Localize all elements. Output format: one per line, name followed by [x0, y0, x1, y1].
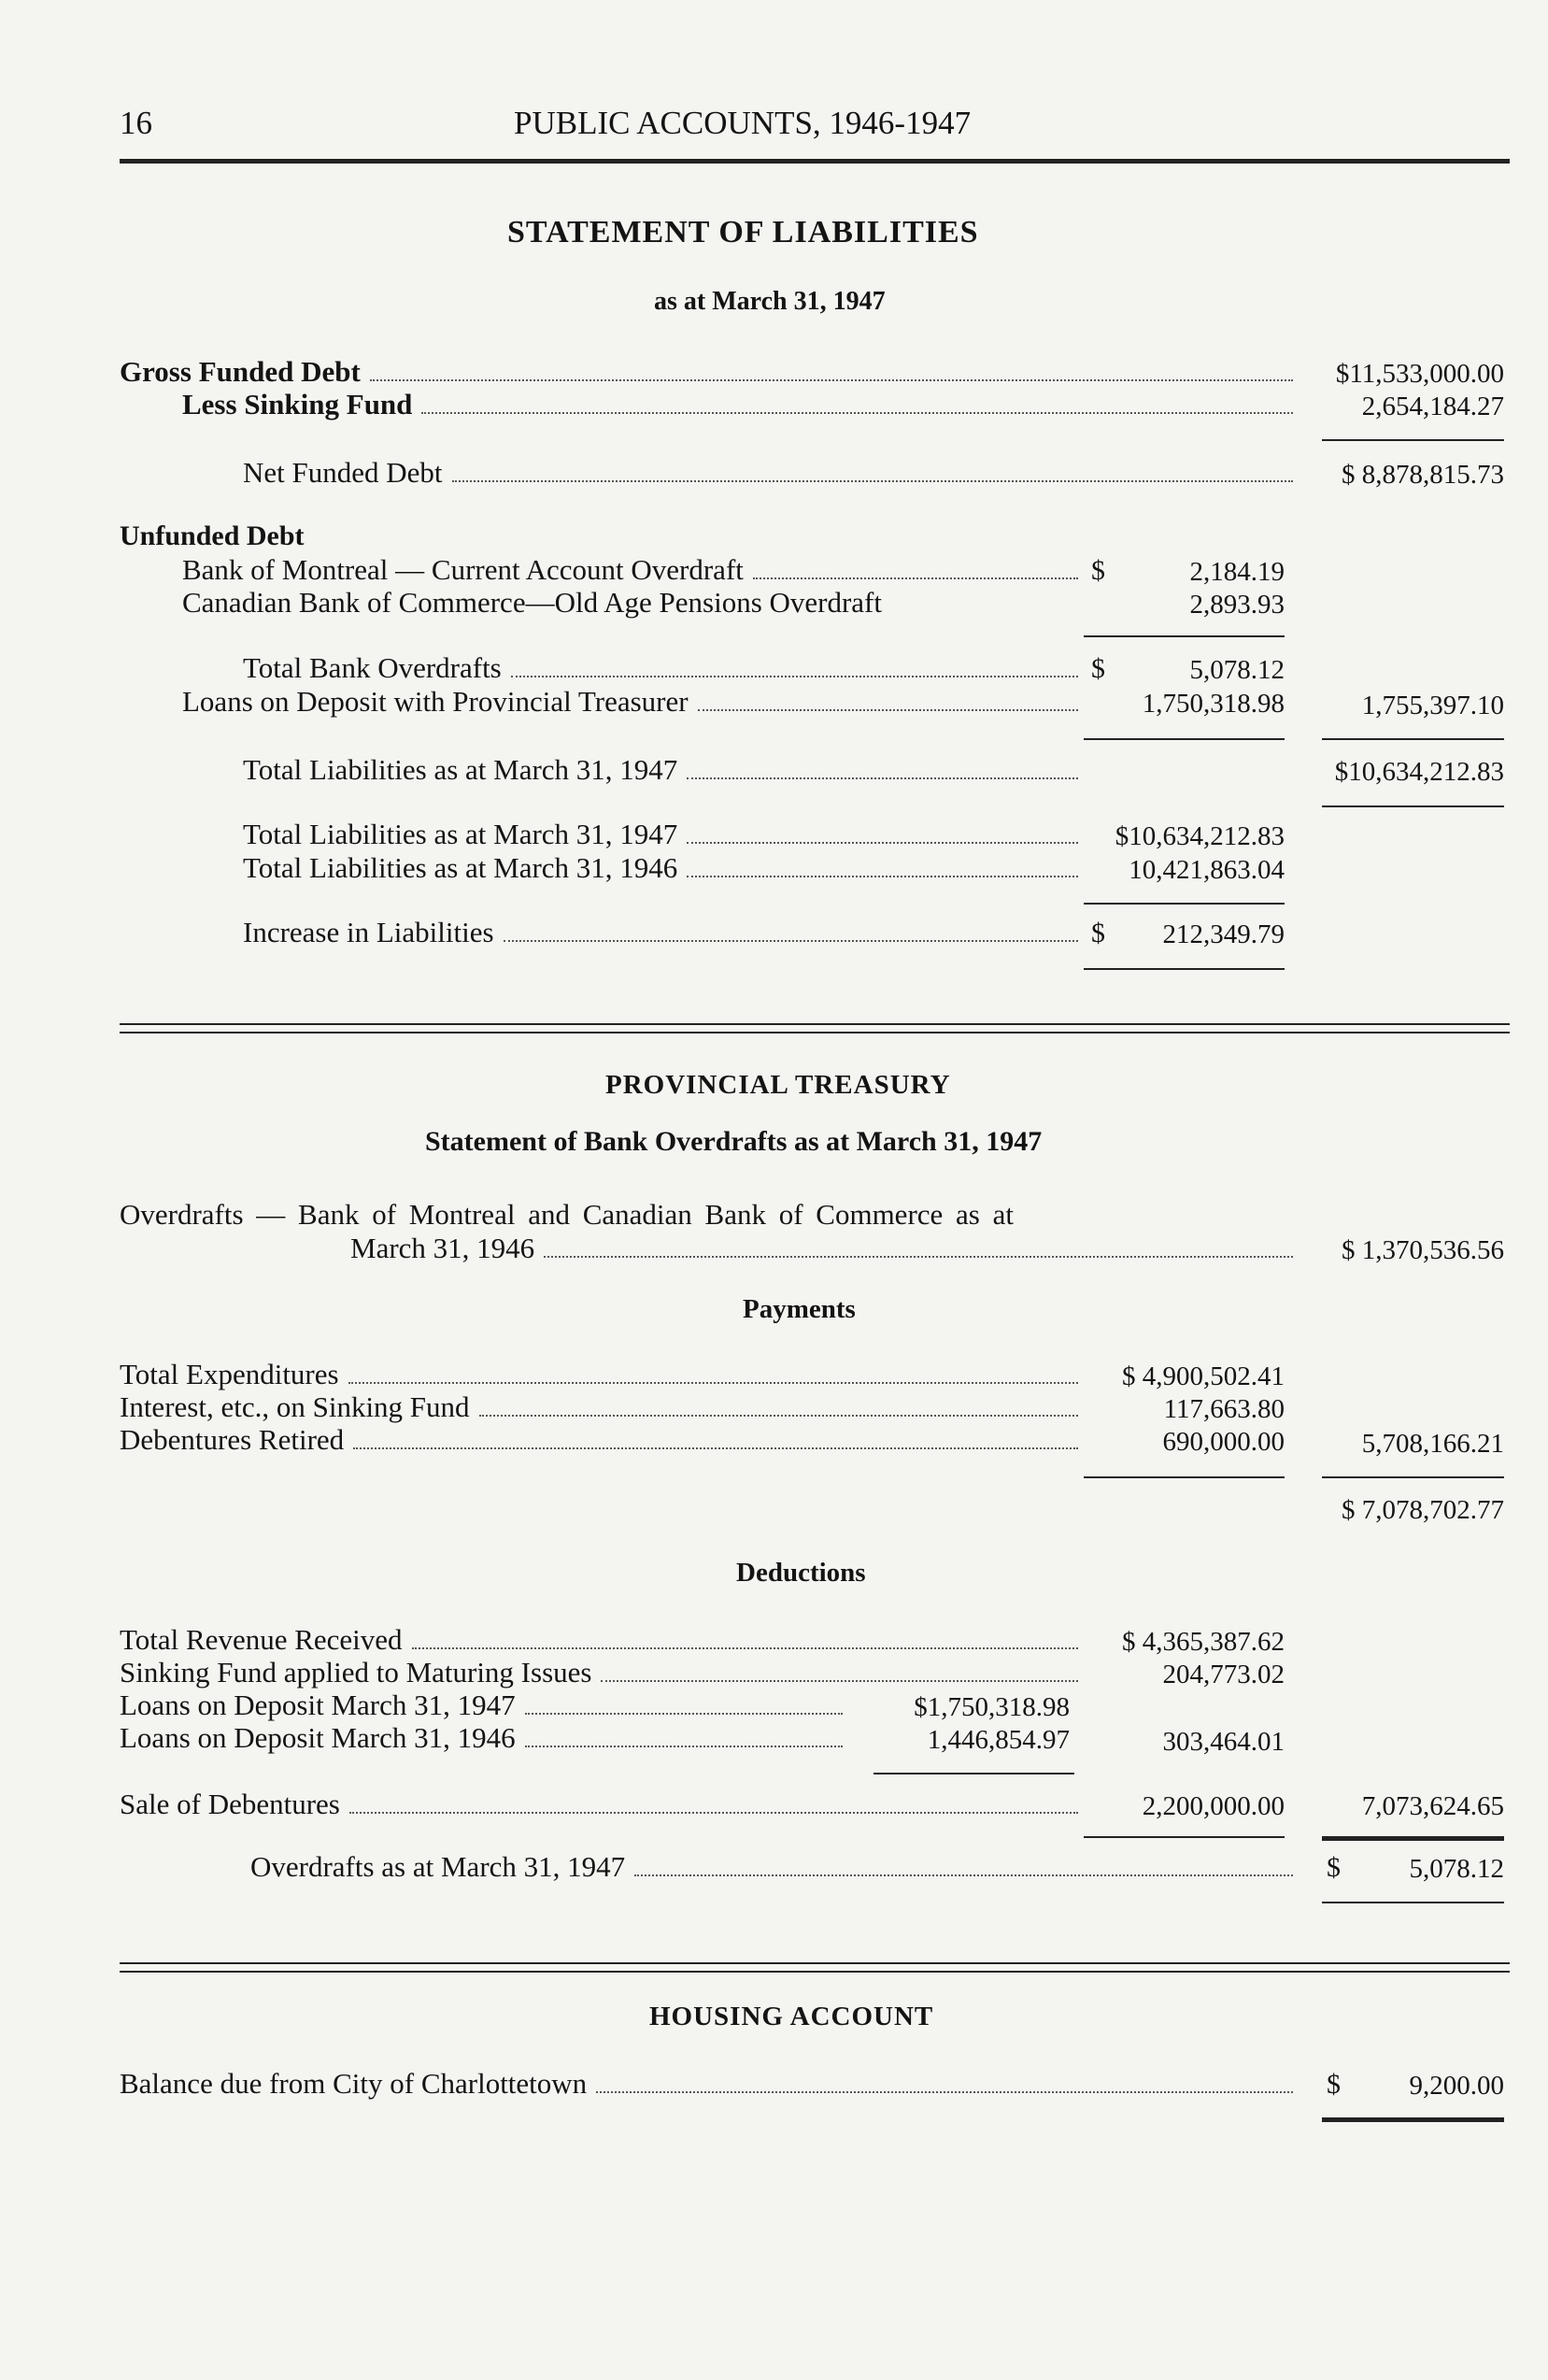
interest-sinking-row — [120, 1390, 1084, 1424]
loans-1946-inner: 1,446,854.97 — [927, 1725, 1070, 1755]
dollar-sign: $ — [1091, 555, 1105, 586]
liabilities-subtitle: as at March 31, 1947 — [654, 287, 886, 316]
total-liabilities-value: $10,634,212.83 — [1334, 757, 1504, 787]
overdrafts-line2: March 31, 1946 — [350, 1232, 535, 1264]
overdrafts-value: $ 1,370,536.56 — [1342, 1235, 1504, 1265]
overdrafts-1947-label: Overdrafts as at March 31, 1947 — [250, 1850, 626, 1883]
total-expenditures-label: Total Expenditures — [120, 1358, 339, 1390]
sum-rule — [1322, 439, 1504, 441]
leader-dots — [687, 876, 1078, 877]
header-rule — [120, 159, 1510, 164]
net-funded-debt-row — [243, 456, 1299, 490]
net-funded-debt-label: Net Funded Debt — [243, 456, 443, 489]
sum-rule — [1322, 1902, 1504, 1903]
less-sinking-fund-label — [182, 388, 412, 421]
debentures-retired-total: 5,708,166.21 — [1361, 1429, 1504, 1459]
treasury-subtitle: Statement of Bank Overdrafts as at March 31, 1947 — [425, 1126, 1043, 1157]
leader-dots — [421, 412, 1293, 414]
total-liabilities-label: Total Liabilities as at March 31, 1947 — [243, 753, 678, 786]
loans-1946-row — [120, 1721, 848, 1755]
dollar-sign: $ — [1327, 2069, 1341, 2100]
dollar-sign: $ — [1091, 653, 1105, 684]
overdrafts-line1: Overdrafts — Bank of Montreal and Canadian Bank of Commerce as at — [120, 1198, 1014, 1231]
leader-dots — [525, 1746, 843, 1747]
less-sinking-fund-row — [182, 388, 1299, 421]
loans-on-deposit-label: Loans on Deposit with Provincial Treasurer — [182, 685, 689, 718]
payments-total: $ 7,078,702.77 — [1342, 1495, 1504, 1525]
sum-rule — [1322, 2117, 1504, 2122]
total-expenditures-row — [120, 1358, 1084, 1391]
leader-dots — [753, 577, 1078, 579]
leader-dots — [349, 1812, 1078, 1814]
sum-rule — [1322, 1836, 1504, 1841]
running-title: PUBLIC ACCOUNTS, 1946-1947 — [514, 105, 972, 141]
leader-dots — [698, 709, 1078, 711]
sum-rule — [873, 1773, 1074, 1774]
sum-rule — [1084, 1476, 1285, 1478]
total-1946-value: 10,421,863.04 — [1129, 855, 1285, 885]
interest-sinking-label: Interest, etc., on Sinking Fund — [120, 1390, 470, 1423]
bank-montreal-row — [182, 553, 1084, 587]
overdrafts-1947-row — [250, 1850, 1299, 1884]
page-number: 16 — [120, 105, 152, 141]
leader-dots — [687, 777, 1078, 779]
debentures-retired-value: 690,000.00 — [1162, 1427, 1285, 1457]
total-bank-overdrafts-row — [243, 651, 1084, 685]
gross-funded-debt-value: $11,533,000.00 — [1335, 359, 1504, 389]
leader-dots — [353, 1447, 1078, 1449]
sum-rule — [1084, 968, 1285, 970]
section-rule — [120, 1023, 1510, 1025]
overdrafts-1947-value: 5,078.12 — [1409, 1854, 1504, 1884]
housing-balance-label: Balance due from City of Charlottetown — [120, 2067, 588, 2100]
debentures-retired-row — [120, 1423, 1084, 1457]
sum-rule — [1322, 805, 1504, 807]
less-sinking-fund-value: 2,654,184.27 — [1361, 392, 1504, 421]
total-expenditures-value: $ 4,900,502.41 — [1122, 1361, 1285, 1391]
unfunded-debt-heading: Unfunded Debt — [120, 520, 305, 551]
section-rule — [120, 1971, 1510, 1973]
deductions-heading: Deductions — [736, 1558, 866, 1588]
total-bank-overdrafts-label: Total Bank Overdrafts — [243, 651, 502, 684]
total-1946-row — [243, 851, 1084, 885]
increase-row — [243, 916, 1084, 949]
loans-1946-label: Loans on Deposit March 31, 1946 — [120, 1721, 516, 1754]
overdrafts-row — [350, 1232, 1299, 1265]
total-revenue-value: $ 4,365,387.62 — [1122, 1627, 1285, 1657]
sum-rule — [1084, 903, 1285, 905]
dollar-sign: $ — [1091, 918, 1105, 948]
loans-on-deposit-value: 1,750,318.98 — [1142, 689, 1285, 719]
sum-rule — [1322, 1476, 1504, 1478]
liabilities-title: STATEMENT OF LIABILITIES — [507, 215, 979, 249]
interest-sinking-value: 117,663.80 — [1163, 1394, 1285, 1424]
total-liabilities-row — [243, 753, 1084, 787]
section-rule — [120, 1962, 1510, 1964]
total-1947-value: $10,634,212.83 — [1115, 821, 1285, 851]
increase-label: Increase in Liabilities — [243, 916, 494, 948]
loans-1947-inner: $1,750,318.98 — [914, 1692, 1070, 1722]
sum-rule — [1084, 635, 1285, 637]
leader-dots — [525, 1713, 843, 1715]
sinking-applied-label: Sinking Fund applied to Maturing Issues — [120, 1656, 592, 1689]
leader-dots — [596, 2091, 1293, 2093]
loans-1947-row — [120, 1689, 848, 1722]
leader-dots — [511, 676, 1078, 677]
leader-dots — [634, 1874, 1293, 1876]
total-bank-overdrafts-value: 5,078.12 — [1189, 655, 1285, 685]
total-1947-label: Total Liabilities as at March 31, 1947 — [243, 818, 678, 850]
leader-dots — [412, 1647, 1078, 1649]
less-sinking-fund-text: Less Sinking Fund — [182, 388, 413, 420]
total-revenue-row — [120, 1623, 1084, 1657]
total-1947-row — [243, 818, 1084, 851]
leader-dots — [479, 1415, 1078, 1417]
gross-funded-debt-label: Gross Funded Debt — [120, 355, 361, 388]
housing-balance-value: 9,200.00 — [1409, 2071, 1504, 2101]
housing-balance-row — [120, 2067, 1299, 2101]
sale-debentures-row — [120, 1788, 1084, 1821]
bank-montreal-value: 2,184.19 — [1189, 557, 1285, 587]
loans-1947-label: Loans on Deposit March 31, 1947 — [120, 1689, 516, 1721]
debentures-retired-label: Debentures Retired — [120, 1423, 345, 1456]
increase-value: 212,349.79 — [1162, 919, 1285, 949]
loans-on-deposit-row — [182, 685, 1084, 719]
sale-debentures-value: 2,200,000.00 — [1142, 1791, 1285, 1821]
leader-dots — [601, 1680, 1078, 1682]
treasury-title: PROVINCIAL TREASURY — [605, 1070, 951, 1100]
dollar-sign: $ — [1327, 1852, 1341, 1883]
sum-rule — [1084, 1836, 1285, 1838]
bank-montreal-label: Bank of Montreal — Current Account Overdraft — [182, 553, 744, 586]
sale-debentures-label: Sale of Debentures — [120, 1788, 340, 1820]
leader-dots — [544, 1256, 1293, 1258]
section-rule — [120, 1032, 1510, 1033]
leader-dots — [348, 1382, 1078, 1384]
sale-debentures-total: 7,073,624.65 — [1361, 1791, 1504, 1821]
leader-dots — [504, 940, 1078, 942]
canadian-bank-label: Canadian Bank of Commerce—Old Age Pensions Overdraft — [182, 586, 882, 619]
gross-funded-debt-row — [120, 355, 1299, 389]
sinking-applied-row — [120, 1656, 1084, 1689]
total-revenue-label: Total Revenue Received — [120, 1623, 403, 1656]
loans-on-deposit-total: 1,755,397.10 — [1361, 691, 1504, 720]
leader-dots — [687, 842, 1078, 844]
sum-rule — [1084, 738, 1285, 740]
total-1946-label: Total Liabilities as at March 31, 1946 — [243, 851, 678, 884]
net-funded-debt-value: $ 8,878,815.73 — [1342, 460, 1504, 490]
loans-1946-value: 303,464.01 — [1162, 1727, 1285, 1757]
payments-heading: Payments — [743, 1294, 856, 1324]
canadian-bank-row — [182, 586, 882, 620]
canadian-bank-value: 2,893.93 — [1189, 590, 1285, 620]
sinking-applied-value: 204,773.02 — [1162, 1660, 1285, 1689]
leader-dots — [452, 480, 1293, 482]
housing-title: HOUSING ACCOUNT — [649, 2002, 934, 2031]
leader-dots — [370, 379, 1293, 381]
sum-rule — [1322, 738, 1504, 740]
